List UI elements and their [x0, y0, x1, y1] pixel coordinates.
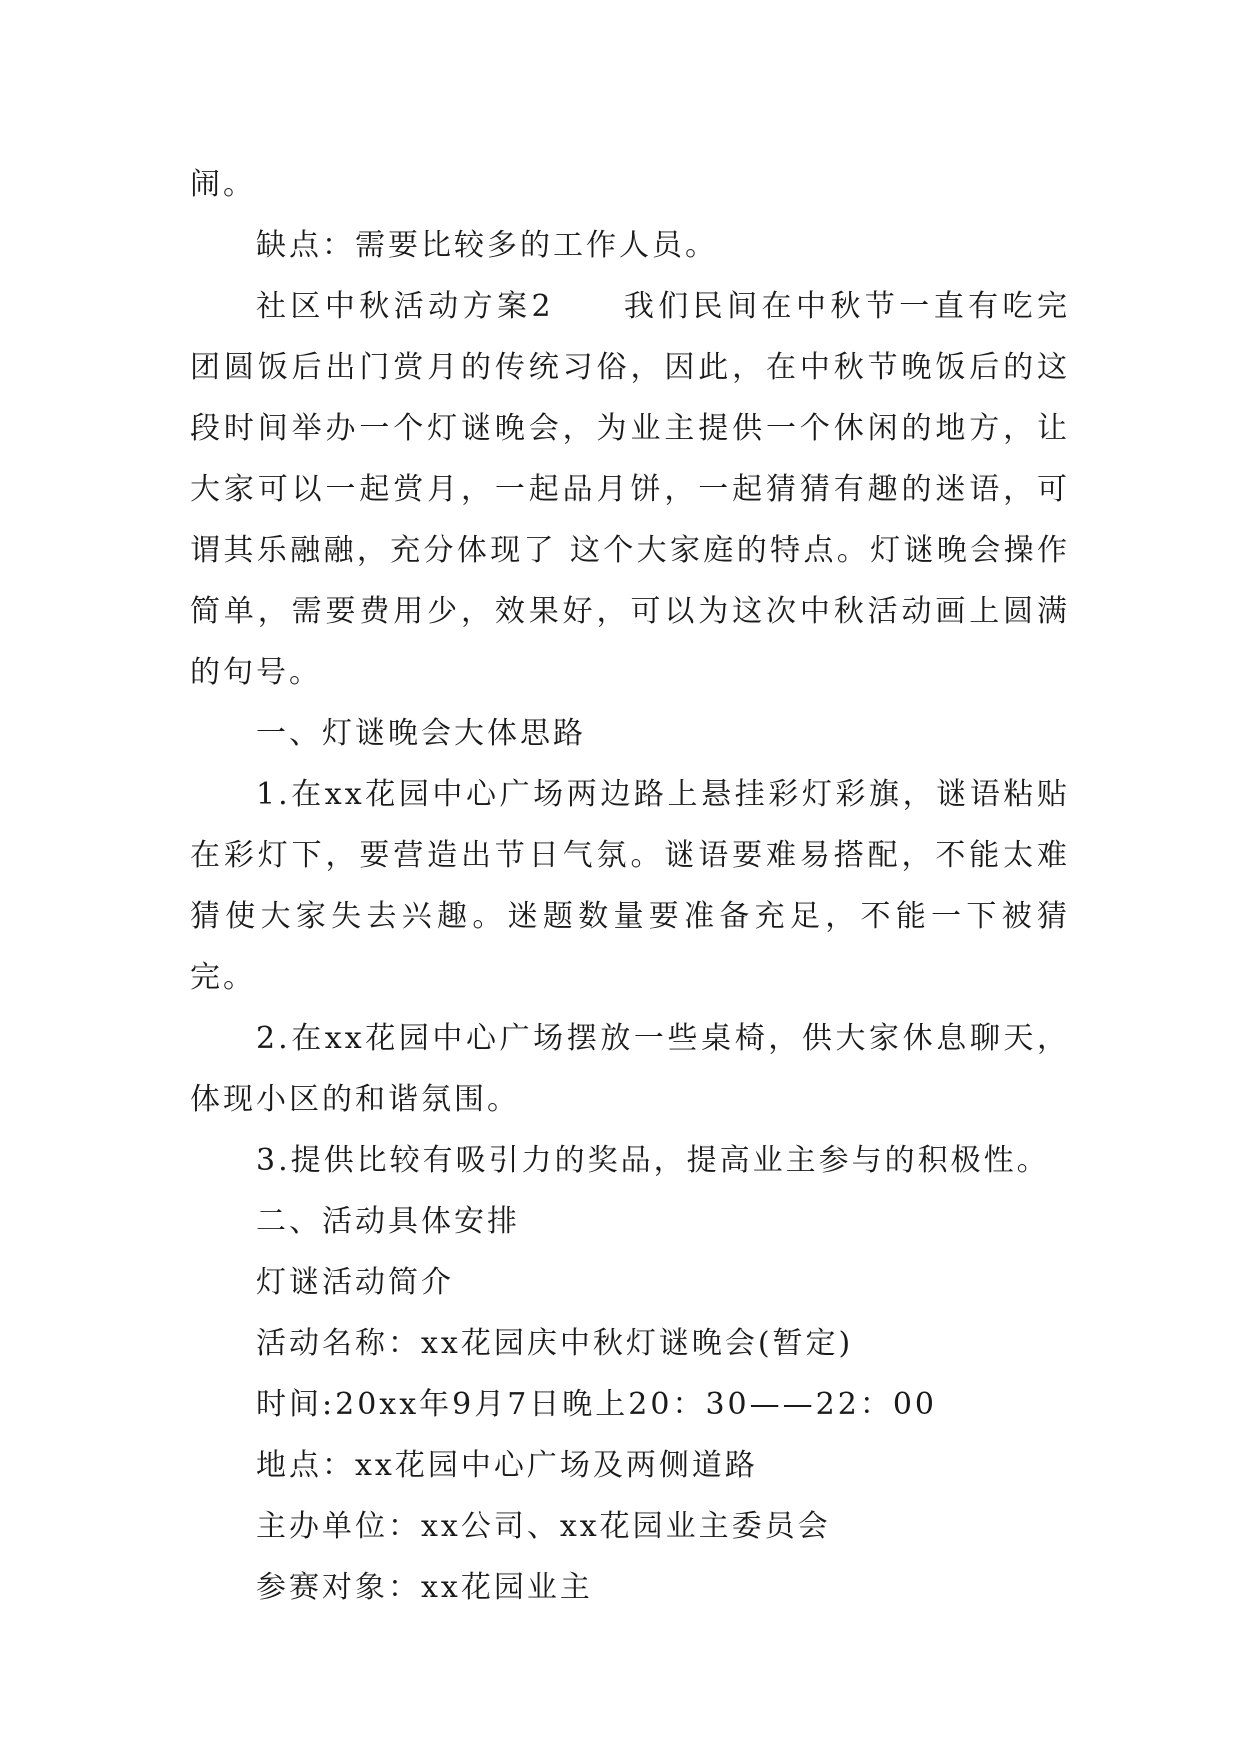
list-item-3: 3.提供比较有吸引力的奖品，提高业主参与的积极性。 [256, 1143, 1050, 1178]
paragraph-disadvantage: 缺点：需要比较多的工作人员。 [256, 228, 718, 263]
list-item-2: 2.在xx花园中心广场摆放一些桌椅，供大家休息聊天，体现小区的和谐氛围。 [190, 1021, 1070, 1117]
info-participants: 参赛对象：xx花园业主 [256, 1570, 593, 1605]
subheading-activity-intro: 灯谜活动简介 [256, 1265, 454, 1300]
paragraph-plan-intro: 社区中秋活动方案2 我们民间在中秋节一直有吃完团圆饭后出门赏月的传统习俗，因此，在中秋节晚饭后的这段时间举办一个灯谜晚会，为业主提供一个休闲的地方，让大家可以一起赏月，一起品月饼，一起猜猜有趣的迷语，可谓其乐融融，充分体现了 这个大家庭的特点。灯谜晚会操作简单，需要费用少，效果好，可以为这次中秋活动画上圆满的句号。 [190, 289, 1070, 690]
info-location: 地点：xx花园中心广场及两侧道路 [256, 1448, 758, 1483]
info-activity-name: 活动名称：xx花园庆中秋灯谜晚会(暂定) [256, 1326, 854, 1361]
section-heading-1: 一、灯谜晚会大体思路 [256, 716, 586, 751]
document-body [190, 154, 1070, 1618]
info-time: 时间:20xx年9月7日晚上20：30——22：00 [256, 1387, 937, 1422]
info-organizer: 主办单位：xx公司、xx花园业主委员会 [256, 1509, 831, 1544]
list-item-1: 1.在xx花园中心广场两边路上悬挂彩灯彩旗，谜语粘贴在彩灯下，要营造出节日气氛。谜语要难易搭配，不能太难猜使大家失去兴趣。迷题数量要准备充足，不能一下被猜完。 [190, 777, 1070, 995]
paragraph-continuation: 闹。 [190, 167, 256, 202]
section-heading-2: 二、活动具体安排 [256, 1204, 520, 1239]
